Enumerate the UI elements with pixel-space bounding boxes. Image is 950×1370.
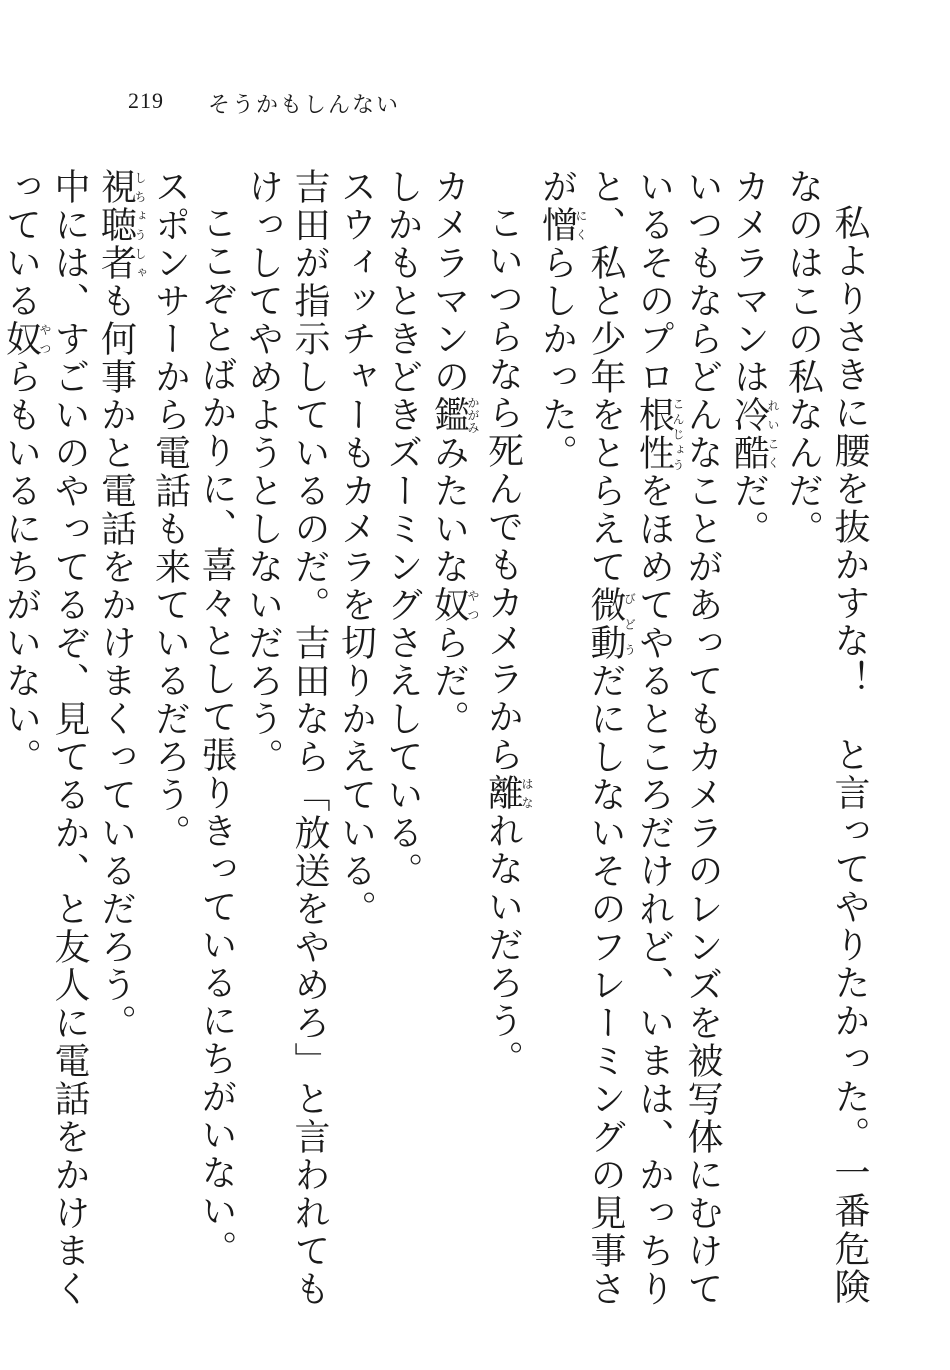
text-segment: らもいるにちがいない。 <box>0 358 42 776</box>
paragraph <box>479 168 533 1308</box>
text-segment: れないだろう。 <box>482 812 524 1078</box>
paragraph <box>0 168 92 1308</box>
text-segment: こいつらなら死んでもカメラから <box>482 204 524 774</box>
ruby-base: 冷酷 <box>728 396 770 472</box>
paragraph <box>779 168 872 1308</box>
ruby-reading: しちょうしゃ <box>133 168 147 282</box>
paragraph <box>332 168 379 1308</box>
text-segment: をほめてやるところだけれど、いまは、かっちりと、私と少年をとらえて <box>585 168 675 1308</box>
paragraph <box>533 168 725 1308</box>
ruby-annotation <box>428 396 480 434</box>
paragraph <box>146 168 193 1308</box>
ruby-base: 奴 <box>428 586 470 624</box>
ruby-base: 視聴者 <box>95 168 137 282</box>
ruby-base: 鑑 <box>428 396 470 434</box>
body-text <box>0 168 872 1308</box>
ruby-annotation <box>482 774 534 812</box>
running-title: そうかもしんない <box>208 93 401 118</box>
ruby-reading: れいこく <box>766 396 780 472</box>
text-segment: 私よりさきに腰を抜かすな！ と言ってやりたかった。一番危険なのはこの私なんだ。 <box>782 168 870 1306</box>
ruby-annotation <box>728 396 780 472</box>
ruby-reading: こんじょう <box>671 396 685 472</box>
ruby-base: 離 <box>482 774 524 812</box>
text-segment: 中には、すごいのやってるぞ、見てるか、と友人に電話をかけまくっている <box>0 168 90 1308</box>
ruby-annotation <box>536 206 588 244</box>
ruby-annotation <box>95 168 147 282</box>
text-segment: も何事かと電話をかけまくっているだろう。 <box>95 282 137 1042</box>
text-segment: スポンサーから電話も来ているだろう。 <box>149 168 191 852</box>
ruby-reading: びどう <box>622 586 637 662</box>
paragraph <box>193 168 240 1308</box>
text-segment: らしかった。 <box>536 244 578 472</box>
ruby-reading: やつ <box>38 320 52 358</box>
ruby-base: 根性 <box>633 396 675 472</box>
paragraph <box>239 168 332 1308</box>
paragraph <box>725 168 779 1308</box>
ruby-base: 奴 <box>0 320 42 358</box>
text-segment: カメラマンの <box>428 168 470 396</box>
ruby-reading: やつ <box>466 586 480 624</box>
text-segment: ここぞとばかりに、喜々として張りきっているにちがいない。 <box>196 204 237 1268</box>
text-segment: 吉田が指示しているのだ。吉田なら「放送をやめろ」と言われてもけっしてやめようとしないだろう。 <box>242 168 330 1308</box>
paragraph <box>379 168 426 1308</box>
text-segment: らだ。 <box>428 624 470 738</box>
text-segment: だ。 <box>728 472 770 548</box>
ruby-base: 憎 <box>536 206 578 244</box>
ruby-annotation <box>428 586 480 624</box>
ruby-reading: にく <box>574 206 588 244</box>
ruby-reading: はな <box>520 774 534 812</box>
ruby-annotation <box>0 320 52 358</box>
paragraph <box>425 168 479 1308</box>
text-segment: スウィッチャーもカメラを切りかえている。 <box>335 168 377 928</box>
page-number: 219 <box>128 88 164 113</box>
ruby-annotation <box>633 396 685 472</box>
ruby-annotation <box>585 586 637 662</box>
text-segment: いつもならどんなことがあってもカメラのレンズを被写体にむけているそのプロ <box>633 168 723 1308</box>
ruby-reading: かがみ <box>466 396 480 434</box>
text-segment: みたいな <box>428 434 470 586</box>
paragraph <box>92 168 146 1308</box>
text-segment: だにしないそのフレーミングの見事さが <box>536 168 626 1308</box>
ruby-base: 微動 <box>585 586 626 662</box>
text-segment: しかもときどきズーミングさえしている。 <box>382 168 423 890</box>
text-segment: カメラマンは <box>728 168 770 396</box>
